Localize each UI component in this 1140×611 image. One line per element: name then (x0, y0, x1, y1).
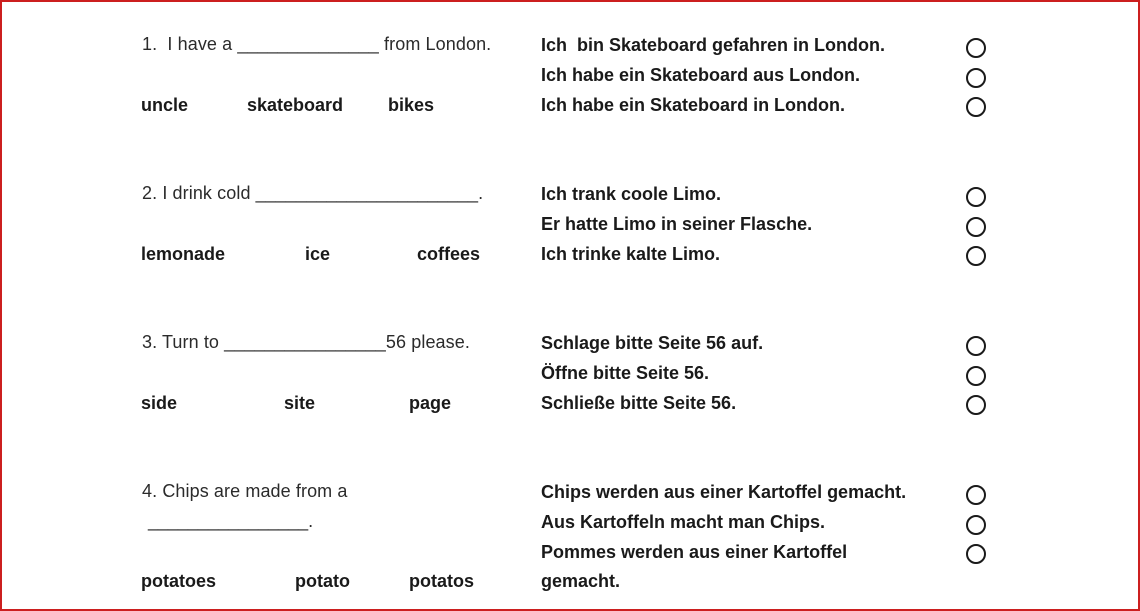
answer-radio[interactable] (966, 68, 986, 88)
question-stem: 4. Chips are made from a (142, 481, 348, 501)
answer-radio[interactable] (966, 485, 986, 505)
answer-option: Chips werden aus einer Kartoffel gemacht. (541, 482, 907, 502)
word-choice: bikes (388, 95, 435, 115)
question-stem: 3. Turn to ________________56 please. (142, 332, 470, 352)
answer-option: Schließe bitte Seite 56. (541, 393, 737, 413)
word-choice: ice (305, 244, 331, 264)
answer-radio[interactable] (966, 395, 986, 415)
answer-radio[interactable] (966, 366, 986, 386)
answer-radio[interactable] (966, 544, 986, 564)
answer-option: Öffne bitte Seite 56. (541, 363, 710, 383)
word-choice: uncle (141, 95, 189, 115)
word-choice: side (141, 393, 178, 413)
answer-radio[interactable] (966, 336, 986, 356)
word-choice: site (284, 393, 316, 413)
word-choice: potatoes (141, 571, 217, 591)
word-choice: skateboard (247, 95, 344, 115)
answer-radio[interactable] (966, 97, 986, 117)
word-choice: potatos (409, 571, 474, 591)
answer-option: Ich habe ein Skateboard aus London. (541, 65, 861, 85)
answer-radio[interactable] (966, 246, 986, 266)
word-choice: page (409, 393, 452, 413)
word-choice: potato (295, 571, 350, 591)
question-stem-continued: ________________. (148, 511, 314, 531)
word-choice: lemonade (141, 244, 226, 264)
answer-option: Schlage bitte Seite 56 auf. (541, 333, 764, 353)
answer-option: Ich habe ein Skateboard in London. (541, 95, 846, 115)
answer-option: Aus Kartoffeln macht man Chips. (541, 512, 826, 532)
answer-option: Pommes werden aus einer Kartoffel (541, 542, 848, 562)
question-stem: 1. I have a ______________ from London. (142, 34, 492, 54)
worksheet (2, 2, 1138, 609)
answer-option: Ich trinke kalte Limo. (541, 244, 721, 264)
question-stem: 2. I drink cold ______________________. (142, 183, 484, 203)
answer-option: Er hatte Limo in seiner Flasche. (541, 214, 813, 234)
answer-option: Ich trank coole Limo. (541, 184, 722, 204)
answer-radio[interactable] (966, 38, 986, 58)
answer-radio[interactable] (966, 217, 986, 237)
answer-radio[interactable] (966, 187, 986, 207)
answer-option-continued: gemacht. (541, 571, 621, 591)
answer-option: Ich bin Skateboard gefahren in London. (541, 35, 886, 55)
answer-radio[interactable] (966, 515, 986, 535)
word-choice: coffees (417, 244, 481, 264)
